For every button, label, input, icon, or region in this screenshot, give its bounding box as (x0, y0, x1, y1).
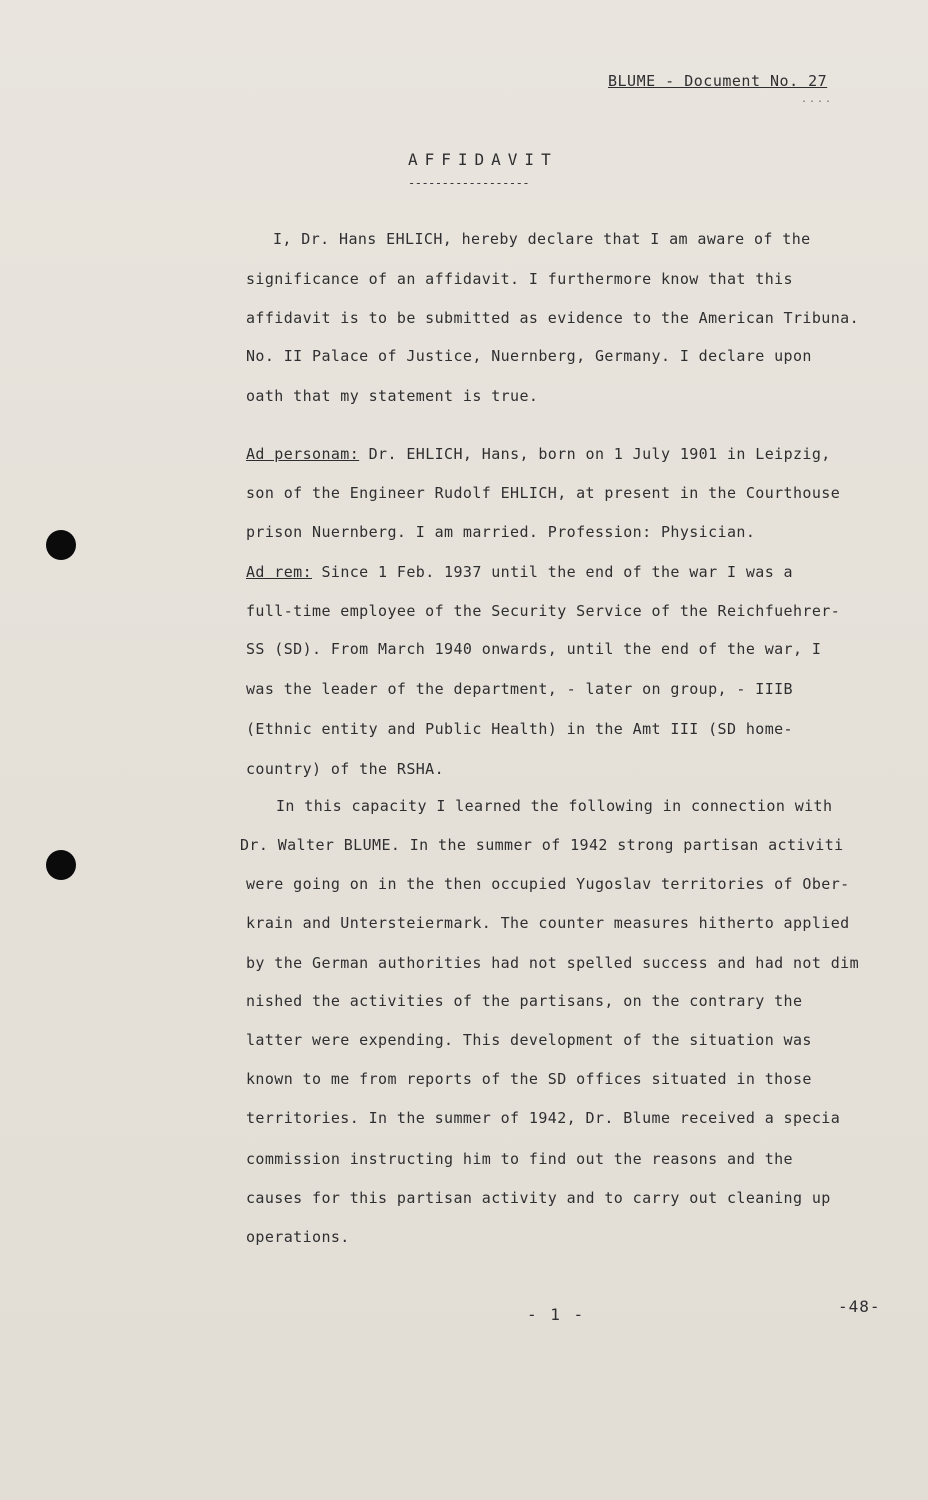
body-line: nished the activities of the partisans, on the contrary the (246, 992, 803, 1010)
ad-rem-label: Ad rem: (246, 563, 313, 581)
body-line: Dr. Walter BLUME. In the summer of 1942 strong partisan activiti (240, 836, 844, 854)
ad-personam-line (246, 445, 831, 463)
body-line-text: Dr. EHLICH, Hans, born on 1 July 1901 in Leipzig, (368, 445, 831, 463)
body-line: were going on in the then occupied Yugoslav territories of Ober- (246, 875, 850, 893)
body-line: country) of the RSHA. (246, 760, 445, 778)
body-line: was the leader of the department, - later on group, - IIIB (246, 680, 793, 698)
ad-rem-line (246, 563, 793, 581)
body-line: full-time employee of the Security Service of the Reichfuehrer- (246, 602, 841, 620)
body-line: causes for this partisan activity and to carry out cleaning up (246, 1189, 831, 1207)
body-line: SS (SD). From March 1940 onwards, until the end of the war, I (246, 640, 822, 658)
body-line: son of the Engineer Rudolf EHLICH, at present in the Courthouse (246, 484, 841, 502)
body-line: by the German authorities had not spelled success and had not dim (246, 954, 859, 972)
body-line: commission instructing him to find out the reasons and the (246, 1150, 793, 1168)
page-number: - 1 - (527, 1305, 586, 1324)
body-line: In this capacity I learned the following in connection with (276, 797, 833, 815)
body-line: (Ethnic entity and Public Health) in the Amt III (SD home- (246, 720, 793, 738)
body-line: No. II Palace of Justice, Nuernberg, Germany. I declare upon (246, 347, 812, 365)
body-line: known to me from reports of the SD offices situated in those (246, 1070, 812, 1088)
title-underline: ------------------ (408, 176, 530, 190)
body-line: latter were expending. This development of the situation was (246, 1031, 812, 1049)
header-dots: .... (801, 94, 834, 105)
body-line: significance of an affidavit. I furthermore know that this (246, 270, 793, 288)
body-line: operations. (246, 1228, 350, 1246)
body-line-text: Since 1 Feb. 1937 until the end of the war I was a (321, 563, 793, 581)
body-line: prison Nuernberg. I am married. Profession: Physician. (246, 523, 756, 541)
body-line: krain and Untersteiermark. The counter measures hitherto applied (246, 914, 850, 932)
punch-hole (46, 530, 76, 560)
ad-personam-label: Ad personam: (246, 445, 360, 463)
body-line: affidavit is to be submitted as evidence to the American Tribuna. (246, 309, 859, 327)
body-line: oath that my statement is true. (246, 387, 539, 405)
document-title: AFFIDAVIT (408, 150, 558, 169)
body-line: I, Dr. Hans EHLICH, hereby declare that I am aware of the (273, 230, 811, 248)
punch-hole (46, 850, 76, 880)
stamp-number: -48- (838, 1297, 881, 1316)
body-line: territories. In the summer of 1942, Dr. Blume received a specia (246, 1109, 841, 1127)
document-reference: BLUME - Document No. 27 (608, 72, 828, 90)
